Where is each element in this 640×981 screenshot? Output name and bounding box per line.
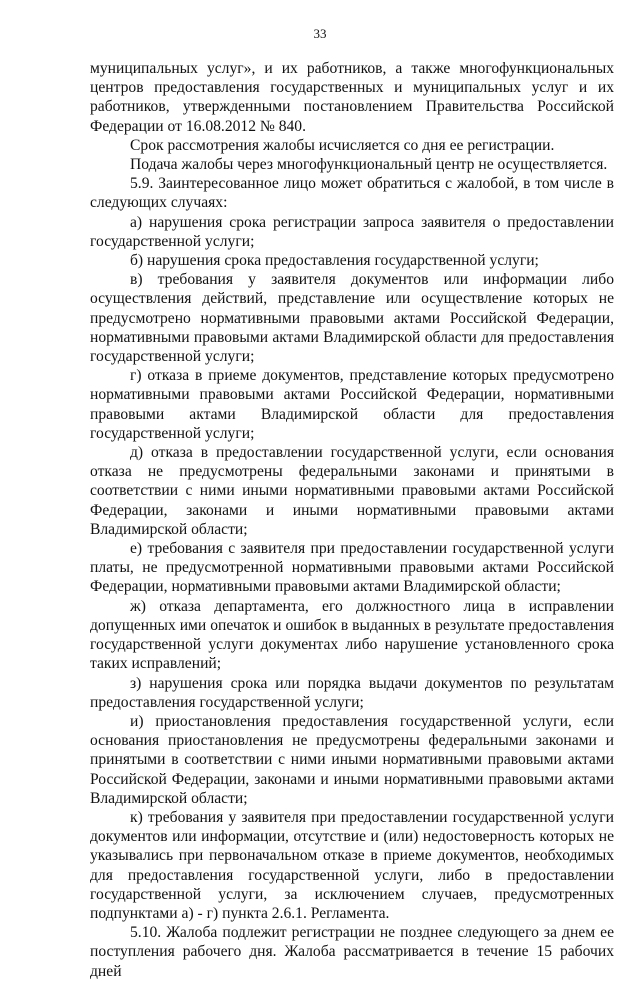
list-item-g: г) отказа в приеме документов, представление которых предусмотрено нормативными правовыми актами Российской Федерации, нормативными правовыми актами Владимирской области для предоставления государственной услуги; <box>90 367 614 442</box>
list-item-k: к) требования у заявителя при предоставлении государственной услуги документов или информации, отсутствие и (или) недостоверность которых не указывались при первоначальном отказе в приеме документов, необходимых для предоставления государственной услуги, либо в предоставлении государственной услуги, за исключением случаев, предусмотренных подпунктами а) - г) пункта 2.6.1. Регламента. <box>90 808 614 922</box>
paragraph-5-9: 5.9. Заинтересованное лицо может обратиться с жалобой, в том числе в следующих случаях: <box>90 175 614 212</box>
list-item-i: и) приостановления предоставления государственной услуги, если основания приостановления не предусмотрены федеральными законами и принятыми в соответствии с ними иными нормативными правовыми актами Российской Федерации, законами и иными нормативными правовыми актами Владимирской области; <box>90 712 614 807</box>
list-item-v: в) требования у заявителя документов или информации либо осуществления действий, представление или осуществление которых не предусмотрено нормативными правовыми актами Российской Федерации, нормативными правовыми актами Владимирской области для предоставления государственной услуги; <box>90 271 614 366</box>
page-number: 33 <box>313 26 327 41</box>
paragraph-regulation-reference: муниципальных услуг», и их работников, а также многофункциональных центров предоставления государственных и муниципальных услуг и их работников, утвержденными постановлением Правительства Российской Федерации от 16.08.2012 № 840. <box>90 60 614 135</box>
paragraph-review-period: Срок рассмотрения жалобы исчисляется со дня ее регистрации. <box>130 136 555 154</box>
paragraph-mfc-submission: Подача жалобы через многофункциональный центр не осуществляется. <box>130 156 608 174</box>
list-item-e: е) требования с заявителя при предоставлении государственной услуги платы, не предусмотренной нормативными правовыми актами Российской Федерации, нормативными правовыми актами Владимирской области; <box>90 540 614 596</box>
paragraph-5-10: 5.10. Жалоба подлежит регистрации не позднее следующего за днем ее поступления рабочего дня. Жалоба рассматривается в течение 15 рабочих дней <box>90 924 614 980</box>
list-item-zh: ж) отказа департамента, его должностного лица в исправлении допущенных ими опечаток и ошибок в выданных в результате предоставления государственной услуги документах либо нарушение установленного срока таких исправлений; <box>90 597 614 673</box>
list-item-a: а) нарушения срока регистрации запроса заявителя о предоставлении государственной услуги; <box>90 213 614 250</box>
list-item-b: б) нарушения срока предоставления государственной услуги; <box>130 252 539 270</box>
list-item-d: д) отказа в предоставлении государственной услуги, если основания отказа не предусмотрены федеральными законами и принятыми в соответствии с ними иными нормативными правовыми актами Российской Федерации, законами и иными нормативными правовыми актами Владимирской области; <box>90 444 614 538</box>
document-body <box>90 59 614 981</box>
list-item-z: з) нарушения срока или порядка выдачи документов по результатам предоставления государственной услуги; <box>90 674 614 711</box>
